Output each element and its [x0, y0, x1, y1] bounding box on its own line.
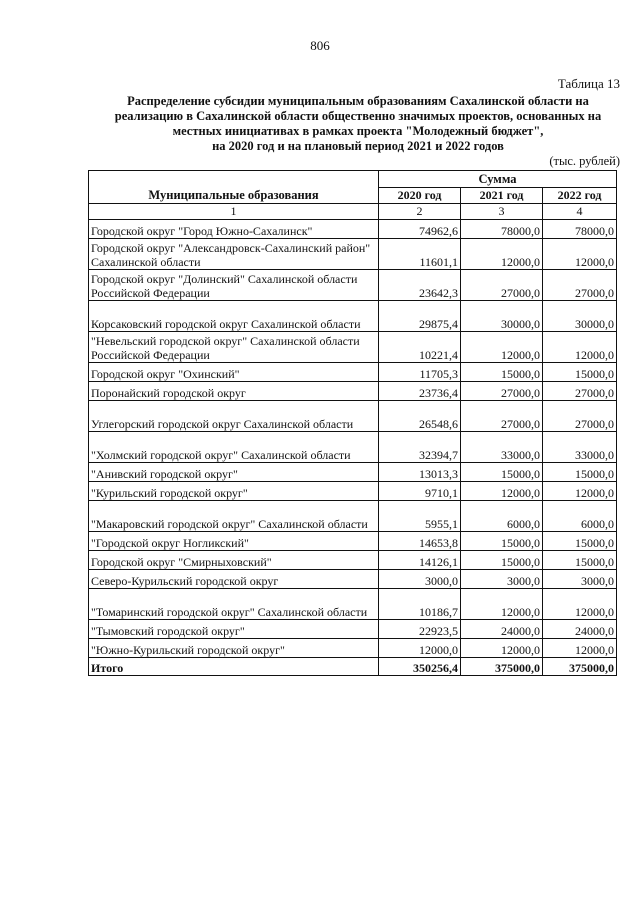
municipality-name: "Южно-Курильский городской округ" [89, 639, 379, 658]
table-label: Таблица 13 [557, 76, 620, 91]
amount-2020: 23736,4 [379, 382, 461, 401]
municipality-name: Поронайский городской округ [89, 382, 379, 401]
amount-2022: 15000,0 [543, 532, 617, 551]
amount-2021: 3000,0 [461, 570, 543, 589]
municipality-name: "Городской округ Ногликский" [89, 532, 379, 551]
table-row [89, 432, 617, 463]
municipality-name: "Холмский городской округ" Сахалинской области [89, 432, 379, 463]
amount-2021: 15000,0 [461, 463, 543, 482]
table-row [89, 639, 617, 658]
table-row [89, 589, 617, 620]
subsidy-table [88, 170, 617, 676]
amount-2021: 12000,0 [461, 239, 543, 270]
title-line: на 2020 год и на плановый период 2021 и 2022 годов [212, 139, 504, 153]
total-2021: 375000,0 [461, 658, 543, 676]
municipality-name: "Невельский городской округ" Сахалинской области Российской Федерации [89, 332, 379, 363]
amount-2020: 26548,6 [379, 401, 461, 432]
amount-2021: 27000,0 [461, 270, 543, 301]
amount-2021: 15000,0 [461, 551, 543, 570]
amount-2020: 11705,3 [379, 363, 461, 382]
title-line: местных инициативах в рамках проекта "Молодежный бюджет", [172, 124, 544, 138]
amount-2021: 24000,0 [461, 620, 543, 639]
amount-2020: 9710,1 [379, 482, 461, 501]
municipality-name: "Тымовский городской округ" [89, 620, 379, 639]
table-row [89, 570, 617, 589]
column-index: 4 [543, 204, 617, 220]
amount-2020: 11601,1 [379, 239, 461, 270]
amount-2022: 6000,0 [543, 501, 617, 532]
municipality-name: "Анивский городской округ" [89, 463, 379, 482]
amount-2020: 23642,3 [379, 270, 461, 301]
amount-2022: 15000,0 [543, 551, 617, 570]
amount-2022: 12000,0 [543, 589, 617, 620]
amount-2021: 12000,0 [461, 589, 543, 620]
table-row [89, 301, 617, 332]
amount-2020: 22923,5 [379, 620, 461, 639]
amount-2021: 6000,0 [461, 501, 543, 532]
amount-2020: 32394,7 [379, 432, 461, 463]
amount-2021: 27000,0 [461, 401, 543, 432]
table-body [89, 220, 617, 658]
amount-2020: 14653,8 [379, 532, 461, 551]
total-2020: 350256,4 [379, 658, 461, 676]
table-row [89, 382, 617, 401]
amount-2022: 24000,0 [543, 620, 617, 639]
amount-2022: 27000,0 [543, 270, 617, 301]
table-row [89, 270, 617, 301]
amount-2022: 33000,0 [543, 432, 617, 463]
table-row [89, 220, 617, 239]
document-title [88, 94, 628, 154]
municipality-name: "Томаринский городской округ" Сахалинской области [89, 589, 379, 620]
amount-2022: 12000,0 [543, 482, 617, 501]
header-municipalities: Муниципальные образования [89, 171, 379, 204]
page-number: 806 [310, 38, 330, 53]
title-line: Распределение субсидии муниципальным образованиям Сахалинской области на [127, 94, 589, 108]
amount-2020: 14126,1 [379, 551, 461, 570]
table-row [89, 532, 617, 551]
amount-2020: 74962,6 [379, 220, 461, 239]
amount-2022: 15000,0 [543, 363, 617, 382]
amount-2022: 27000,0 [543, 382, 617, 401]
table-row [89, 482, 617, 501]
amount-2022: 12000,0 [543, 332, 617, 363]
amount-2021: 78000,0 [461, 220, 543, 239]
municipality-name: Городской округ "Долинский" Сахалинской области Российской Федерации [89, 270, 379, 301]
municipality-name: Городской округ "Смирныховский" [89, 551, 379, 570]
table-row [89, 551, 617, 570]
total-2022: 375000,0 [543, 658, 617, 676]
municipality-name: "Курильский городской округ" [89, 482, 379, 501]
amount-2020: 12000,0 [379, 639, 461, 658]
municipality-name: "Макаровский городской округ" Сахалинской области [89, 501, 379, 532]
amount-2021: 15000,0 [461, 532, 543, 551]
column-index: 2 [379, 204, 461, 220]
amount-2021: 33000,0 [461, 432, 543, 463]
table-row [89, 620, 617, 639]
amount-2022: 3000,0 [543, 570, 617, 589]
amount-2021: 15000,0 [461, 363, 543, 382]
amount-2020: 3000,0 [379, 570, 461, 589]
amount-2021: 12000,0 [461, 482, 543, 501]
table-row [89, 401, 617, 432]
municipality-name: Городской округ "Охинский" [89, 363, 379, 382]
column-index: 1 [89, 204, 379, 220]
municipality-name: Углегорский городской округ Сахалинской области [89, 401, 379, 432]
amount-2022: 30000,0 [543, 301, 617, 332]
table-row [89, 501, 617, 532]
header-year-2022: 2022 год [543, 188, 617, 204]
title-line: реализацию в Сахалинской области общественно значимых проектов, основанных на [114, 109, 602, 123]
municipality-name: Городской округ "Город Южно-Сахалинск" [89, 220, 379, 239]
amount-2020: 5955,1 [379, 501, 461, 532]
amount-2022: 12000,0 [543, 239, 617, 270]
amount-2021: 30000,0 [461, 301, 543, 332]
table-row [89, 463, 617, 482]
total-label: Итого [89, 658, 379, 676]
header-year-2020: 2020 год [379, 188, 461, 204]
amount-2020: 10186,7 [379, 589, 461, 620]
municipality-name: Корсаковский городской округ Сахалинской области [89, 301, 379, 332]
amount-2021: 27000,0 [461, 382, 543, 401]
table-row [89, 332, 617, 363]
header-year-2021: 2021 год [461, 188, 543, 204]
table-row [89, 363, 617, 382]
amount-2020: 10221,4 [379, 332, 461, 363]
header-sum: Сумма [379, 171, 617, 188]
municipality-name: Северо-Курильский городской округ [89, 570, 379, 589]
municipality-name: Городской округ "Александровск-Сахалинский район" Сахалинской области [89, 239, 379, 270]
amount-2022: 12000,0 [543, 639, 617, 658]
amount-2022: 15000,0 [543, 463, 617, 482]
table-row [89, 239, 617, 270]
amount-2021: 12000,0 [461, 332, 543, 363]
amount-2022: 78000,0 [543, 220, 617, 239]
amount-2022: 27000,0 [543, 401, 617, 432]
units-note: (тыс. рублей) [549, 154, 620, 168]
total-row [89, 658, 617, 676]
amount-2020: 29875,4 [379, 301, 461, 332]
column-index: 3 [461, 204, 543, 220]
amount-2020: 13013,3 [379, 463, 461, 482]
amount-2021: 12000,0 [461, 639, 543, 658]
